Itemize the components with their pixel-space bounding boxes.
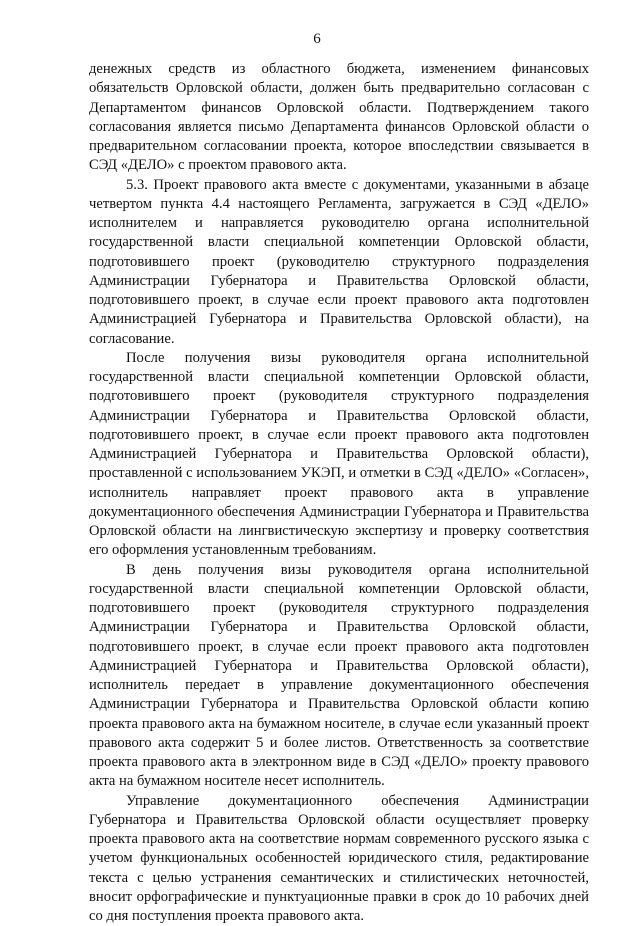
page-number: 6 xyxy=(0,30,634,48)
paragraph-continuation: денежных средств из областного бюджета, изменением финансовых обязательств Орловской области, должен быть предварительно согласован с Департаментом финансов Орловской области. Подтверждением такого согласования является письмо Департамента финансов Орловской области о предварительном согласовании проекта, которое впоследствии связывается в СЭД «ДЕЛО» с проектом правового акта. xyxy=(89,60,589,176)
paragraph-after-visa: После получения визы руководителя органа исполнительной государственной власти специальной компетенции Орловской области, подготовившего проект (руководителя структурного подразделения Администрации Губернатора и Правительства Орловской области, подготовившего проект, в случае если проект правового акта подготовлен Администрацией Губернатора и Правительства Орловской области), проставленной с использованием УКЭП, и отметки в СЭД «ДЕЛО» «Согласен», исполнитель направляет проект правового акта в управление документационного обеспечения Администрации Губернатора и Правительства Орловской области на лингвистическую экспертизу и проверку соответствия его оформления установленным требованиям. xyxy=(89,349,589,561)
paragraph-linguistic-review: Управление документационного обеспечения Администрации Губернатора и Правительства Орловской области осуществляет проверку проекта правового акта на соответствие нормам современного русского языка с учетом функциональных особенностей юридического стиля, редактирование текста с целью устранения семантических и стилистических неточностей, вносит орфографические и пунктуационные правки в срок до 10 рабочих дней со дня поступления проекта правового акта. xyxy=(89,792,589,926)
document-body xyxy=(89,60,589,926)
paragraph-5-3: 5.3. Проект правового акта вместе с документами, указанными в абзаце четвертом пункта 4.4 настоящего Регламента, загружается в СЭД «ДЕЛО» исполнителем и направляется руководителю органа исполнительной государственной власти специальной компетенции Орловской области, подготовившего проект (руководителю структурного подразделения Администрации Губернатора и Правительства Орловской области, подготовившего проект, в случае если проект правового акта подготовлен Администрацией Губернатора и Правительства Орловской области), на согласование. xyxy=(89,176,589,349)
paragraph-day-of-visa: В день получения визы руководителя органа исполнительной государственной власти специальной компетенции Орловской области, подготовившего проект (руководителя структурного подразделения Администрации Губернатора и Правительства Орловской области, подготовившего проект, в случае если проект правового акта подготовлен Администрацией Губернатора и Правительства Орловской области), исполнитель передает в управление документационного обеспечения Администрации Губернатора и Правительства Орловской области копию проекта правового акта на бумажном носителе, в случае если указанный проект правового акта содержит 5 и более листов. Ответственность за соответствие проекта правового акта в электронном виде в СЭД «ДЕЛО» проекту правового акта на бумажном носителе несет исполнитель. xyxy=(89,561,589,792)
